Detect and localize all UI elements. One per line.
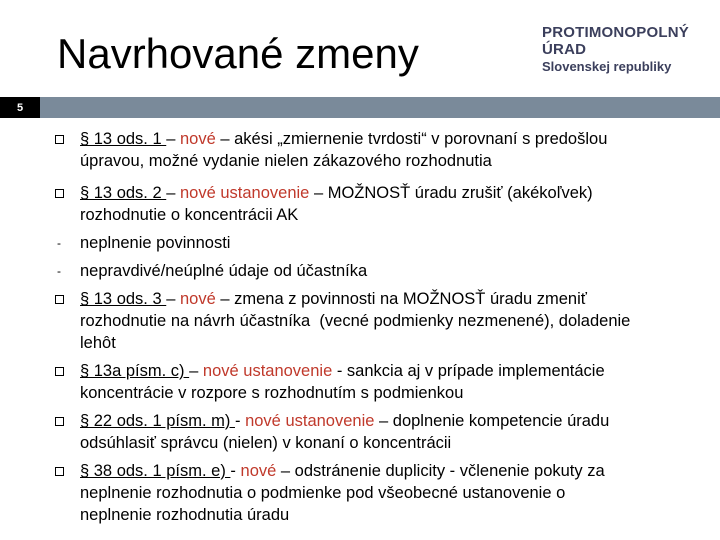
text-line (80, 482, 690, 504)
highlight-new: nové (180, 130, 216, 148)
text-segment: – (189, 362, 203, 380)
text-line (80, 182, 690, 204)
list-item-text (80, 410, 690, 454)
slide-number: 5 (0, 97, 40, 118)
law-reference: § 13 ods. 1 (80, 130, 167, 148)
text-segment: – odstránenie duplicity - včlenenie pokuty za (276, 462, 605, 480)
page-title: Navrhované zmeny (57, 30, 419, 77)
text-segment: - sankcia aj v prípade implementácie (332, 362, 605, 380)
text-segment: neplnenie povinnosti (80, 234, 231, 252)
text-line (80, 128, 690, 150)
text-segment: úpravou, možné vydanie nielen zákazového rozhodnutia (80, 152, 492, 170)
square-bullet-icon (55, 295, 64, 304)
square-bullet-icon (55, 467, 64, 476)
law-reference: § 13 ods. 2 (80, 184, 167, 202)
law-reference: § 22 ods. 1 písm. m) (80, 412, 235, 430)
text-line (80, 288, 690, 310)
text-segment: odsúhlasiť správcu (nielen) v konaní o koncentrácii (80, 434, 452, 452)
square-bullet-icon (55, 189, 64, 198)
text-line (80, 232, 690, 254)
dash-bullet-icon: - (57, 264, 61, 278)
text-line (80, 382, 690, 404)
list-item-text (80, 182, 690, 226)
list-item-text (80, 128, 690, 172)
text-segment: – (166, 290, 180, 308)
text-segment: – zmena z povinnosti na MOŽNOSŤ úradu zmeniť (215, 290, 587, 308)
list-item-text (80, 260, 690, 282)
text-segment: - (234, 412, 246, 430)
text-segment: neplnenie rozhodnutia o podmienke pod všeobecné ustanovenie o (80, 484, 566, 502)
organization-logo-text (542, 24, 720, 75)
list-item-text (80, 288, 690, 354)
text-line (80, 332, 690, 354)
header-rule (40, 97, 720, 118)
list-item-text (80, 232, 690, 254)
list-item-text (80, 460, 690, 526)
square-bullet-icon (55, 367, 64, 376)
text-segment: – (166, 184, 180, 202)
text-segment: - (230, 462, 241, 480)
law-reference: § 13a písm. c) (80, 362, 190, 380)
text-segment: koncentrácie v rozpore s rozhodnutím s podmienkou (80, 384, 464, 402)
text-line (80, 360, 690, 382)
text-segment: – doplnenie kompetencie úradu (374, 412, 610, 430)
text-segment: rozhodnutie o koncentrácii AK (80, 206, 299, 224)
text-segment: – MOŽNOSŤ úradu zrušiť (akékoľvek) (309, 184, 593, 202)
text-line (80, 432, 690, 454)
highlight-new: nové ustanovenie (180, 184, 310, 202)
text-line (80, 260, 690, 282)
list-item-text (80, 360, 690, 404)
law-reference: § 38 ods. 1 písm. e) (80, 462, 231, 480)
text-segment: nepravdivé/neúplné údaje od účastníka (80, 262, 368, 280)
law-reference: § 13 ods. 3 (80, 290, 167, 308)
text-line (80, 410, 690, 432)
text-line (80, 204, 690, 226)
dash-bullet-icon: - (57, 236, 61, 250)
text-line (80, 460, 690, 482)
slide-number-bar (0, 97, 720, 118)
highlight-new: nové ustanovenie (202, 362, 333, 380)
org-name-line2: Slovenskej republiky (542, 59, 672, 74)
text-line (80, 310, 690, 332)
square-bullet-icon (55, 135, 64, 144)
org-name-line1: PROTIMONOPOLNÝ ÚRAD (542, 24, 689, 58)
highlight-new: nové ustanovenie (245, 412, 375, 430)
highlight-new: nové (180, 290, 216, 308)
text-segment: – akési „zmiernenie tvrdosti“ v porovnaní s predošlou (215, 130, 608, 148)
text-line (80, 150, 690, 172)
text-segment: lehôt (80, 334, 116, 352)
text-segment: – (166, 130, 180, 148)
square-bullet-icon (55, 417, 64, 426)
highlight-new: nové (240, 462, 277, 480)
text-segment: rozhodnutie na návrh účastníka (vecné podmienky nezmenené), doladenie (80, 312, 631, 330)
text-segment: neplnenie rozhodnutia úradu (80, 506, 290, 524)
text-line (80, 504, 690, 526)
